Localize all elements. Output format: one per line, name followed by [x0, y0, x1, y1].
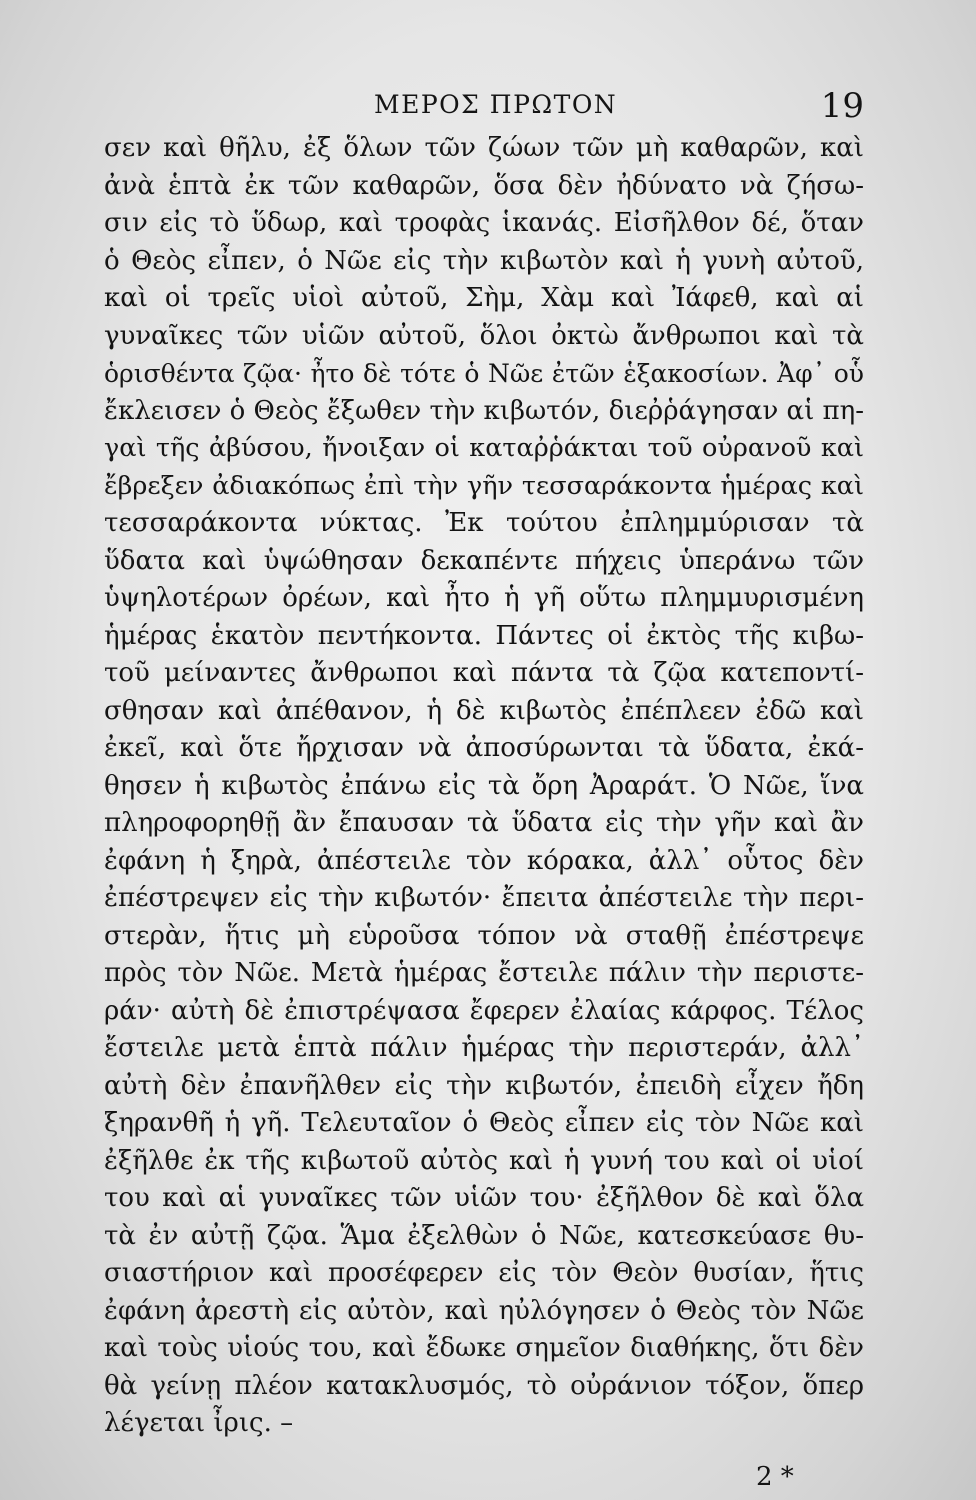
- text-line: καὶ οἱ τρεῖς υἱοὶ αὐτοῦ, Σὴμ, Χὰμ καὶ Ἰάφεθ, καὶ αἱ: [104, 283, 864, 313]
- text-line: πληροφορηθῇ ἂν ἔπαυσαν τὰ ὕδατα εἰς τὴν γῆν καὶ ἂν: [104, 808, 864, 838]
- text-line: του καὶ αἱ γυναῖκες τῶν υἱῶν του· ἐξῆλθον δὲ καὶ ὅλα: [104, 1183, 864, 1213]
- text-line: ξηρανθῆ ἡ γῆ. Τελευταῖον ὁ Θεὸς εἶπεν εἰς τὸν Νῶε καὶ: [104, 1108, 864, 1138]
- body-text: [104, 130, 864, 1443]
- text-line: ἐπέστρεψεν εἰς τὴν κιβωτόν· ἔπειτα ἀπέστειλε τὴν περι-: [104, 883, 864, 913]
- text-line: αὐτὴ δὲν ἐπανῆλθεν εἰς τὴν κιβωτόν, ἐπειδὴ εἶχεν ἤδη: [104, 1070, 864, 1101]
- text-line: ράν· αὐτὴ δὲ ἐπιστρέψασα ἔφερεν ἐλαίας κάρφος. Τέλος: [104, 995, 864, 1026]
- text-line: ὕδατα καὶ ὑψώθησαν δεκαπέντε πήχεις ὑπεράνω τῶν: [104, 545, 864, 576]
- text-line: ἐξῆλθε ἐκ τῆς κιβωτοῦ αὐτὸς καὶ ἡ γυνή του καὶ οἱ υἱοί: [104, 1145, 864, 1176]
- text-line: σθησαν καὶ ἀπέθανον, ἡ δὲ κιβωτὸς ἐπέπλεεν ἐδῶ καὶ: [104, 695, 864, 726]
- text-line: ἐφάνη ἀρεστὴ εἰς αὐτὸν, καὶ ηὐλόγησεν ὁ Θεὸς τὸν Νῶε: [104, 1295, 864, 1326]
- text-line: ὁ Θεὸς εἶπεν, ὁ Νῶε εἰς τὴν κιβωτὸν καὶ ἡ γυνὴ αὐτοῦ,: [104, 245, 864, 276]
- text-line: ἐφάνη ἡ ξηρὰ, ἀπέστειλε τὸν κόρακα, ἀλλ᾽ οὗτος δὲν: [104, 845, 864, 876]
- text-line: ἔστειλε μετὰ ἑπτὰ πάλιν ἡμέρας τὴν περιστεράν, ἀλλ᾽: [104, 1033, 864, 1063]
- text-line: τοῦ μείναντες ἄνθρωποι καὶ πάντα τὰ ζῷα κατεποντί-: [104, 658, 864, 688]
- text-line: ἀνὰ ἑπτὰ ἐκ τῶν καθαρῶν, ὅσα δὲν ἠδύνατο νὰ ζήσω-: [104, 170, 864, 201]
- text-line: καὶ τοὺς υἱούς του, καὶ ἔδωκε σημεῖον διαθήκης, ὅτι δὲν: [104, 1333, 864, 1363]
- text-line: γυναῖκες τῶν υἱῶν αὐτοῦ, ὅλοι ὀκτὼ ἄνθρωποι καὶ τὰ: [104, 320, 864, 351]
- text-line: ὁρισθέντα ζῷα· ἦτο δὲ τότε ὁ Νῶε ἐτῶν ἑξακοσίων. Ἀφ᾽ οὗ: [104, 359, 864, 388]
- text-line: σιαστήριον καὶ προσέφερεν εἰς τὸν Θεὸν θυσίαν, ἥτις: [104, 1258, 864, 1288]
- text-line: ὑψηλοτέρων ὀρέων, καὶ ἦτο ἡ γῆ οὕτω πλημμυρισμένη: [104, 583, 864, 613]
- text-line: ἐκεῖ, καὶ ὅτε ἤρχισαν νὰ ἀποσύρωνται τὰ ὕδατα, ἐκά-: [104, 733, 864, 763]
- text-line: ἔβρεξεν ἀδιακόπως ἐπὶ τὴν γῆν τεσσαράκοντα ἡμέρας καὶ: [104, 470, 864, 501]
- text-line: ἔκλεισεν ὁ Θεὸς ἔξωθεν τὴν κιβωτόν, διεῤῥάγησαν αἱ πη-: [104, 395, 864, 426]
- signature-mark: 2 *: [756, 1462, 794, 1492]
- page-header: [104, 88, 868, 128]
- text-line: πρὸς τὸν Νῶε. Μετὰ ἡμέρας ἔστειλε πάλιν τὴν περιστε-: [104, 958, 864, 988]
- page-number: 19: [820, 86, 864, 126]
- text-line-last: λέγεται ἶρις. –: [104, 1408, 294, 1438]
- text-line: γαὶ τῆς ἀβύσου, ἤνοιξαν οἱ καταῤῥάκται τοῦ οὐρανοῦ καὶ: [104, 433, 864, 463]
- text-line: τὰ ἐν αὐτῇ ζῷα. Ἅμα ἐξελθὼν ὁ Νῶε, κατεσκεύασε θυ-: [104, 1220, 864, 1251]
- text-line: σιν εἰς τὸ ὕδωρ, καὶ τροφὰς ἱκανάς. Εἰσῆλθον δέ, ὅταν: [104, 208, 864, 238]
- text-line: στερὰν, ἥτις μὴ εὑροῦσα τόπον νὰ σταθῇ ἐπέστρεψε: [104, 920, 864, 951]
- text-line: θησεν ἡ κιβωτὸς ἐπάνω εἰς τὰ ὄρη Ἀραράτ. Ὁ Νῶε, ἵνα: [104, 770, 864, 801]
- text-line: θὰ γείνῃ πλέον κατακλυσμός, τὸ οὐράνιον τόξον, ὅπερ: [104, 1370, 864, 1401]
- text-line: τεσσαράκοντα νύκτας. Ἐκ τούτου ἐπλημμύρισαν τὰ: [104, 508, 864, 538]
- running-head: ΜΕΡΟΣ ΠΡΩΤΟΝ: [374, 90, 618, 119]
- text-line: ἡμέρας ἑκατὸν πεντήκοντα. Πάντες οἱ ἐκτὸς τῆς κιβω-: [104, 620, 864, 651]
- text-line: σεν καὶ θῆλυ, ἐξ ὅλων τῶν ζώων τῶν μὴ καθαρῶν, καὶ: [104, 133, 864, 163]
